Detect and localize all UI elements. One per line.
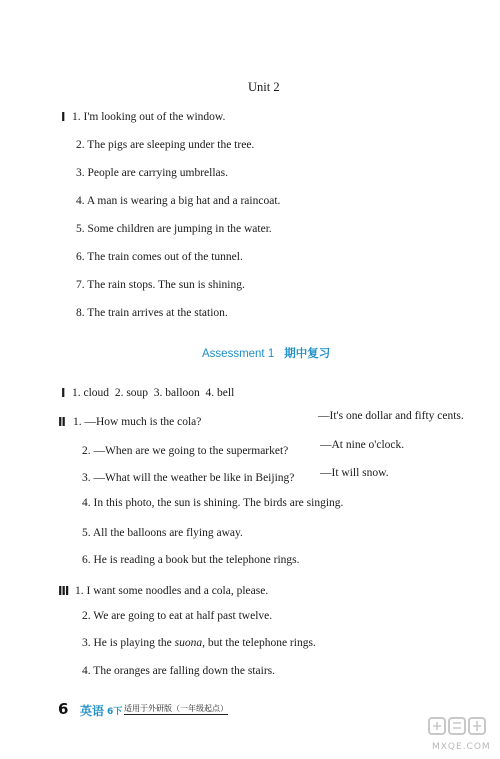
list-item: 4. A man is wearing a big hat and a raincoat. [76,195,281,207]
list-item: 1. I'm looking out of the window. [72,111,226,123]
list-item: 2. The pigs are sleeping under the tree. [76,139,255,151]
answer-item: 4. bell [205,387,235,399]
dialogue-question: 1. —How much is the cola? [73,416,202,428]
item-italic-word: suona [174,637,203,649]
answer-item: 1. cloud [72,387,110,399]
list-item: 5. Some children are jumping in the water. [76,223,272,235]
list-item: 3. People are carrying umbrellas. [76,167,228,179]
section-roman-1: Ⅰ [61,386,66,400]
dialogue-answer: —At nine o'clock. [320,439,405,451]
answer-item: 3. balloon [153,387,200,399]
list-item [82,637,316,649]
list-item: 6. The train comes out of the tunnel. [76,251,243,263]
list-item: 8. The train arrives at the station. [76,307,228,319]
assessment-title [202,345,330,361]
dialogue-question: 2. —When are we going to the supermarket? [82,445,289,457]
list-item: 7. The rain stops. The sun is shining. [76,279,245,291]
list-item: 4. The oranges are falling down the stairs. [82,665,275,677]
unit-title: Unit 2 [248,80,280,94]
answer-row [72,387,234,399]
list-item: 4. In this photo, the sun is shining. The birds are singing. [82,497,344,509]
section-roman-3: Ⅲ [58,584,70,598]
dialogue-question: 3. —What will the weather be like in Beijing? [82,472,295,484]
list-item: 5. All the balloons are flying away. [82,527,243,539]
assessment-title-en: Assessment 1 [202,348,275,360]
watermark-text: MXQE.COM [432,742,491,752]
answer-item: 2. soup [114,387,149,399]
dialogue-answer: —It's one dollar and fifty cents. [318,410,464,422]
section-roman-2: Ⅱ [58,415,66,429]
list-item: 2. We are going to eat at half past twelve. [82,610,273,622]
watermark-logo-icon [427,715,495,743]
grade-label: 6下 [107,707,123,717]
item-text: 3. He is playing the [82,637,175,649]
list-item: 1. I want some noodles and a cola, please. [75,585,269,597]
dialogue-answer: —It will snow. [320,467,389,479]
subject-label: 英语 [80,704,105,718]
edition-note: 适用于外研版（一年级起点） [124,704,228,713]
section-roman-1: Ⅰ [61,110,66,124]
list-item: 6. He is reading a book but the telephone rings. [82,554,300,566]
item-text: , but the telephone rings. [202,637,316,649]
assessment-title-cn: 期中复习 [284,348,331,360]
page-number: 6 [58,700,69,718]
